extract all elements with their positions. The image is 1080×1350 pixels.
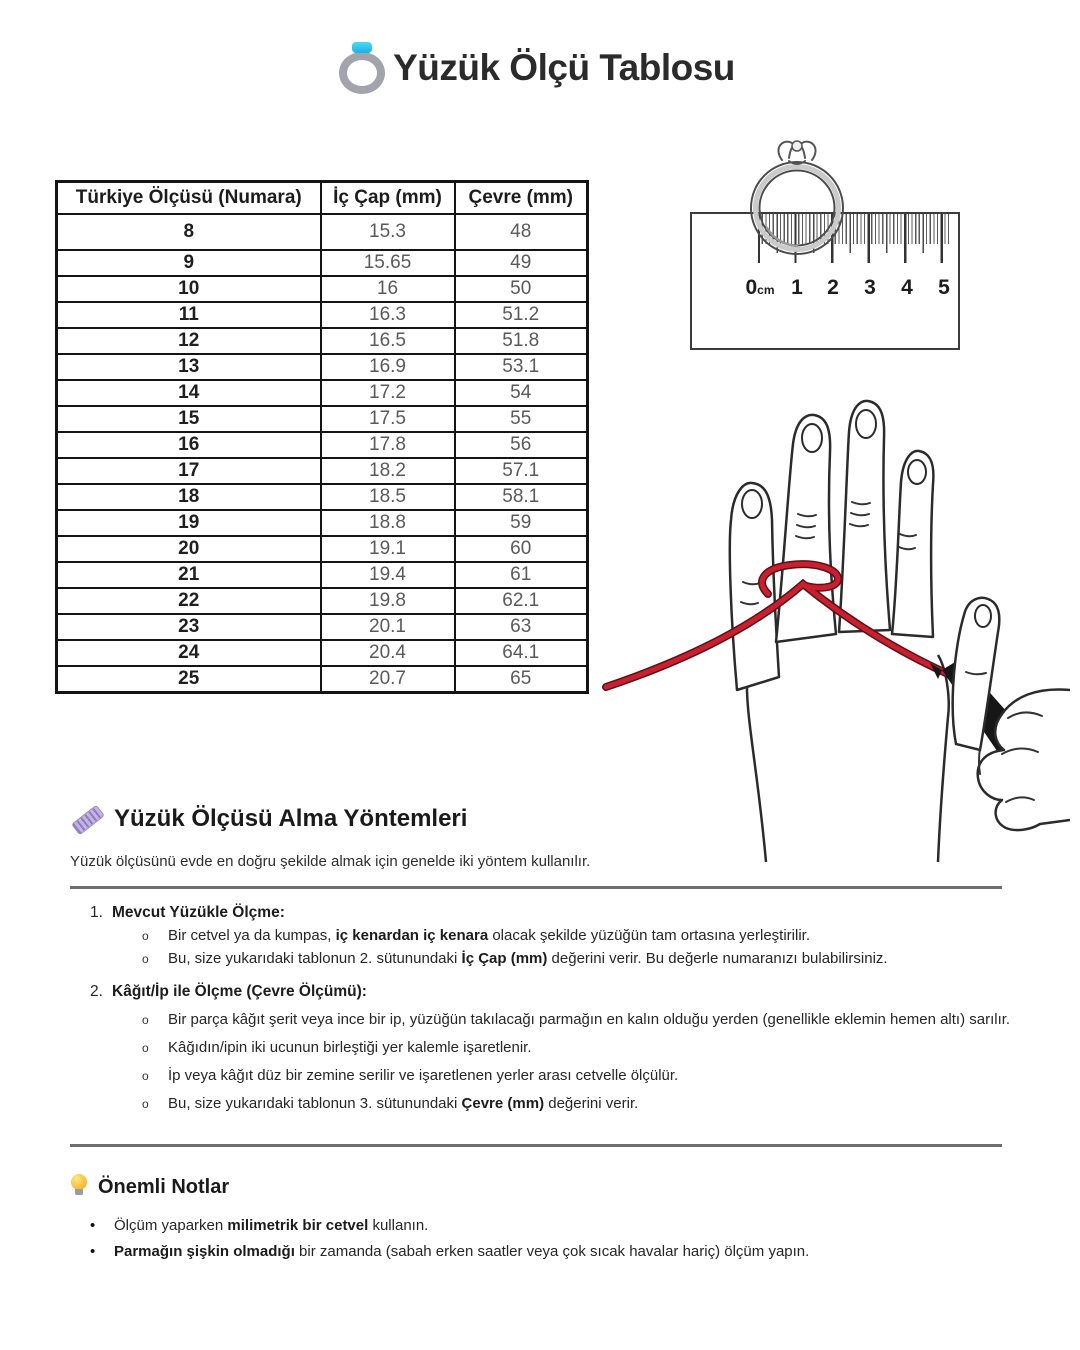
cell-diameter: 17.8 [321,432,455,458]
table-row [57,614,588,640]
table-row [57,302,588,328]
method-2-bullet: o Bu, size yukarıdaki tablonun 3. sütunundaki Çevre (mm) değerini verir. [70,1095,1010,1113]
cell-circumference: 50 [455,276,588,302]
ruler-number: 3 [864,276,876,299]
page-header [0,42,1080,94]
ring-on-ruler-illustration [640,130,1060,370]
method-2-bullet: o Bir parça kâğıt şerit veya ince bir ip, yüzüğün takılacağı parmağın en kalın olduğu yerden (genellikle eklemin hemen altı) sarılır. [70,1011,1010,1029]
table-row [57,484,588,510]
item-number: 2. [90,983,103,1000]
cell-circumference: 60 [455,536,588,562]
table-row [57,380,588,406]
item-number: 1. [90,904,103,921]
cell-diameter: 17.2 [321,380,455,406]
methods-heading-text: Yüzük Ölçüsü Alma Yöntemleri [114,805,468,832]
cell-circumference: 56 [455,432,588,458]
cell-diameter: 18.8 [321,510,455,536]
notes-heading-text: Önemli Notlar [98,1175,230,1198]
cell-size: 12 [57,328,321,354]
methods-intro: Yüzük ölçüsünü evde en doğru şekilde almak için genelde iki yöntem kullanılır. [70,853,591,870]
ruler-number: 4 [901,276,913,299]
cell-size: 15 [57,406,321,432]
table-row [57,640,588,666]
cell-circumference: 54 [455,380,588,406]
cell-circumference: 48 [455,214,588,250]
cell-diameter: 19.4 [321,562,455,588]
cell-size: 22 [57,588,321,614]
cell-diameter: 20.7 [321,666,455,693]
divider [70,1144,1002,1147]
cell-diameter: 19.8 [321,588,455,614]
divider [70,886,1002,889]
table-row [57,588,588,614]
cell-size: 10 [57,276,321,302]
table-row [57,458,588,484]
note-bullet: • Parmağın şişkin olmadığı bir zamanda (sabah erken saatler veya çok sıcak havalar hariç) ölçüm yapın. [70,1243,1010,1261]
ruler-icon [70,804,104,834]
cell-circumference: 53.1 [455,354,588,380]
item-title: Mevcut Yüzükle Ölçme: [112,904,285,921]
ring-icon [345,42,379,94]
cell-circumference: 62.1 [455,588,588,614]
ring-gem [352,42,372,53]
cell-circumference: 61 [455,562,588,588]
cell-circumference: 51.8 [455,328,588,354]
table-row [57,250,588,276]
cell-diameter: 16.3 [321,302,455,328]
cell-circumference: 49 [455,250,588,276]
table-row [57,536,588,562]
cell-size: 19 [57,510,321,536]
column-header-circumference: Çevre (mm) [455,182,588,215]
cell-diameter: 18.5 [321,484,455,510]
cell-diameter: 16.9 [321,354,455,380]
cell-circumference: 57.1 [455,458,588,484]
cell-circumference: 65 [455,666,588,693]
cell-circumference: 58.1 [455,484,588,510]
cell-circumference: 64.1 [455,640,588,666]
cell-diameter: 20.4 [321,640,455,666]
ruler-number: 1 [791,276,803,299]
hand-drawing [600,372,1070,877]
ring-band [339,52,385,94]
cell-diameter: 15.65 [321,250,455,276]
cell-circumference: 63 [455,614,588,640]
cell-diameter: 20.1 [321,614,455,640]
cell-size: 14 [57,380,321,406]
table-row [57,510,588,536]
method-item-2 [70,983,1010,1001]
cell-size: 23 [57,614,321,640]
table-row [57,214,588,250]
ruler-number: 2 [827,276,839,299]
item-title: Kâğıt/İp ile Ölçme (Çevre Ölçümü): [112,983,367,1000]
table-row [57,276,588,302]
note-bullet: • Ölçüm yaparken milimetrik bir cetvel kullanın. [70,1217,1010,1235]
cell-diameter: 15.3 [321,214,455,250]
page-title: Yüzük Ölçü Tablosu [393,47,735,88]
method-1-bullet: o Bir cetvel ya da kumpas, iç kenardan iç kenara olacak şekilde yüzüğün tam ortasına yerleştirilir. [70,927,1010,945]
cell-diameter: 16 [321,276,455,302]
table-row [57,562,588,588]
content-sections [70,804,1010,1261]
cell-size: 18 [57,484,321,510]
table-row [57,666,588,693]
cell-size: 21 [57,562,321,588]
table-row [57,328,588,354]
table-row [57,432,588,458]
cell-size: 25 [57,666,321,693]
ring-size-table-wrap [55,180,589,694]
cell-circumference: 59 [455,510,588,536]
cell-size: 24 [57,640,321,666]
cell-size: 13 [57,354,321,380]
method-item-1 [70,904,1010,922]
cell-circumference: 51.2 [455,302,588,328]
cell-diameter: 17.5 [321,406,455,432]
ruler-number: 0cm [745,276,775,299]
cell-size: 17 [57,458,321,484]
methods-section-heading [70,804,1010,834]
column-header-size: Türkiye Ölçüsü (Numara) [57,182,321,215]
table-row [57,406,588,432]
cell-size: 11 [57,302,321,328]
table-row [57,354,588,380]
notes-section-heading [70,1174,1010,1200]
method-2-bullet: o Kâğıdın/ipin iki ucunun birleştiği yer kalemle işaretlenir. [70,1039,1010,1057]
cell-diameter: 16.5 [321,328,455,354]
cell-circumference: 55 [455,406,588,432]
method-2-bullet: o İp veya kâğıt düz bir zemine serilir ve işaretlenen yerler arası cetvelle ölçülür. [70,1067,1010,1085]
ruler-number: 5 [938,276,950,299]
cell-size: 8 [57,214,321,250]
cell-size: 20 [57,536,321,562]
ring-drawing [745,132,850,262]
lightbulb-icon [70,1174,88,1200]
method-1-bullet: o Bu, size yukarıdaki tablonun 2. sütunundaki İç Çap (mm) değerini verir. Bu değerle numaranızı bulabilirsiniz. [70,950,1010,968]
column-header-diameter: İç Çap (mm) [321,182,455,215]
cell-size: 9 [57,250,321,276]
cell-diameter: 18.2 [321,458,455,484]
cell-size: 16 [57,432,321,458]
table-header-row [57,182,588,215]
ring-size-table [55,180,589,694]
hand-measurement-illustration [600,372,1070,877]
cell-diameter: 19.1 [321,536,455,562]
